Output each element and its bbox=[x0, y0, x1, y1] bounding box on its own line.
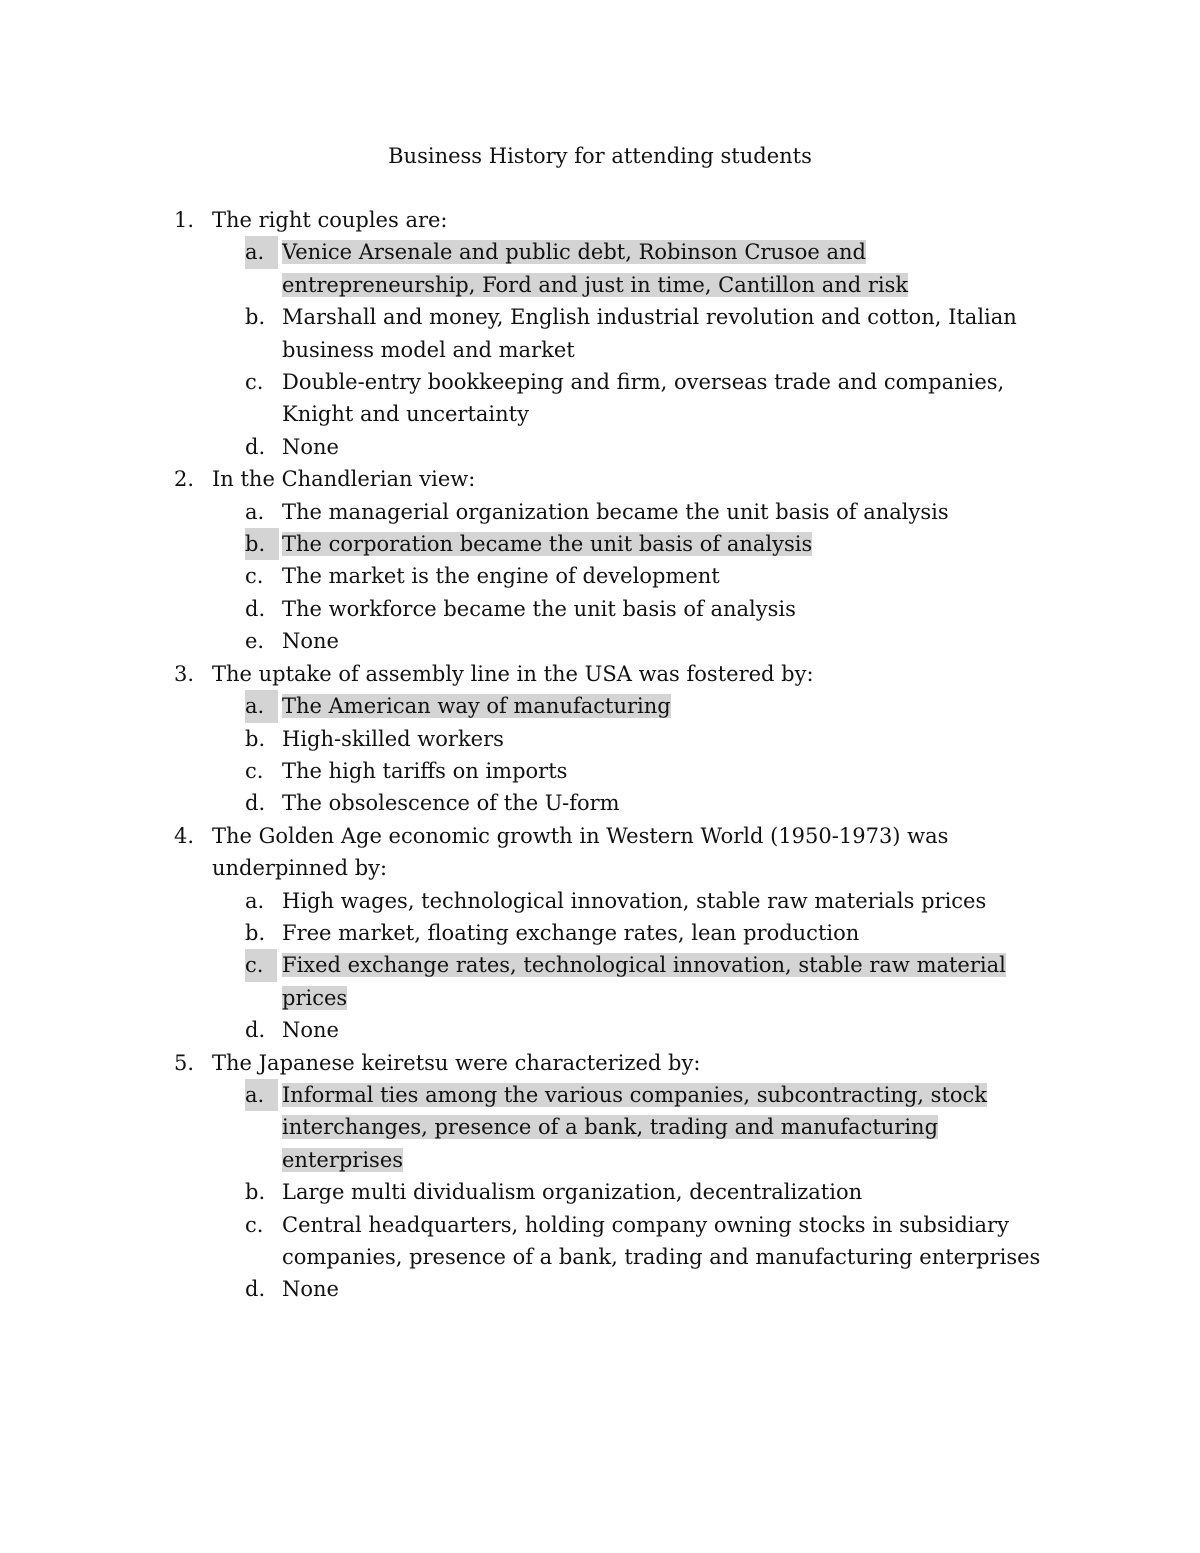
option-3a bbox=[0, 690, 1200, 722]
option-text: Venice Arsenale and public debt, Robinson Crusoe and entrepreneurship, Ford and just in time, Cantillon and risk bbox=[282, 240, 909, 297]
option-list bbox=[0, 1079, 1200, 1306]
option-text: Free market, floating exchange rates, lean production bbox=[282, 920, 860, 945]
option-text: The obsolescence of the U-form bbox=[282, 791, 620, 816]
option-letter: e. bbox=[245, 629, 265, 654]
question-number: 3. bbox=[174, 661, 195, 686]
option-letter: a. bbox=[245, 690, 278, 722]
option-3d bbox=[0, 787, 1200, 819]
option-letter: b. bbox=[245, 528, 279, 560]
option-letter: d. bbox=[245, 596, 266, 621]
question-prompt: In the Chandlerian view: bbox=[212, 467, 476, 492]
question-4 bbox=[0, 820, 1200, 1047]
question-text bbox=[0, 1047, 972, 1079]
option-text: The managerial organization became the unit basis of analysis bbox=[282, 499, 949, 524]
question-prompt: The uptake of assembly line in the USA was fostered by: bbox=[212, 661, 814, 686]
option-letter: d. bbox=[245, 434, 266, 459]
option-4a bbox=[0, 885, 1200, 917]
page-title: Business History for attending students bbox=[388, 144, 812, 168]
option-1d bbox=[0, 431, 1200, 463]
option-text: High-skilled workers bbox=[282, 726, 504, 751]
question-3 bbox=[0, 658, 1200, 820]
option-text: The workforce became the unit basis of analysis bbox=[282, 596, 796, 621]
question-text bbox=[0, 820, 972, 885]
option-3c bbox=[0, 755, 1200, 787]
option-4b bbox=[0, 917, 1200, 949]
option-text: The corporation became the unit basis of analysis bbox=[282, 532, 813, 557]
option-letter: a. bbox=[245, 499, 265, 524]
option-list bbox=[0, 885, 1200, 1047]
option-letter: c. bbox=[245, 949, 277, 981]
option-5a bbox=[0, 1079, 1200, 1176]
option-letter: b. bbox=[245, 920, 266, 945]
question-prompt: The Golden Age economic growth in Western World (1950-1973) was underpinned by: bbox=[212, 823, 949, 881]
option-letter: a. bbox=[245, 1079, 278, 1111]
option-letter: c. bbox=[245, 370, 264, 395]
option-text: Double-entry bookkeeping and firm, overseas trade and companies, Knight and uncertainty bbox=[282, 370, 1005, 427]
option-text: The high tariffs on imports bbox=[282, 758, 568, 783]
option-text: Fixed exchange rates, technological innovation, stable raw material prices bbox=[282, 953, 1006, 1010]
option-text: Informal ties among the various companies, subcontracting, stock interchanges, presence of a bank, trading and manufacturing enterprises bbox=[282, 1082, 988, 1172]
option-list bbox=[0, 236, 1200, 463]
option-letter: c. bbox=[245, 758, 264, 783]
option-4d bbox=[0, 1014, 1200, 1046]
option-list bbox=[0, 496, 1200, 658]
option-letter: b. bbox=[245, 726, 266, 751]
option-5c bbox=[0, 1209, 1200, 1274]
option-5b bbox=[0, 1176, 1200, 1208]
option-letter: c. bbox=[245, 564, 264, 589]
option-1b bbox=[0, 301, 1200, 366]
option-1a bbox=[0, 236, 1200, 301]
option-3b bbox=[0, 723, 1200, 755]
question-5 bbox=[0, 1047, 1200, 1306]
question-list bbox=[0, 204, 1200, 1306]
option-text: Marshall and money, English industrial revolution and cotton, Italian business model and market bbox=[282, 305, 1017, 362]
option-2c bbox=[0, 560, 1200, 592]
option-letter: c. bbox=[245, 1212, 264, 1237]
option-list bbox=[0, 690, 1200, 820]
option-letter: d. bbox=[245, 1277, 266, 1302]
option-5d bbox=[0, 1273, 1200, 1305]
option-text: None bbox=[282, 1018, 339, 1043]
option-text: None bbox=[282, 434, 339, 459]
question-1 bbox=[0, 204, 1200, 463]
option-letter: d. bbox=[245, 791, 266, 816]
question-text bbox=[0, 658, 972, 690]
option-text: Large multi dividualism organization, decentralization bbox=[282, 1180, 863, 1205]
option-text: The American way of manufacturing bbox=[282, 694, 671, 719]
option-2e bbox=[0, 625, 1200, 657]
question-2 bbox=[0, 463, 1200, 657]
option-letter: d. bbox=[245, 1018, 266, 1043]
option-text: High wages, technological innovation, stable raw materials prices bbox=[282, 888, 987, 913]
option-letter: a. bbox=[245, 236, 278, 268]
option-text: The market is the engine of development bbox=[282, 564, 720, 589]
option-2d bbox=[0, 593, 1200, 625]
question-prompt: The Japanese keiretsu were characterized by: bbox=[212, 1050, 701, 1075]
option-2b bbox=[0, 528, 1200, 560]
question-number: 1. bbox=[174, 208, 195, 232]
question-number: 5. bbox=[174, 1050, 195, 1075]
option-letter: b. bbox=[245, 1180, 266, 1205]
option-text: Central headquarters, holding company owning stocks in subsidiary companies, presence of a bank, trading and manufacturing enterprises bbox=[282, 1212, 1041, 1269]
option-text: None bbox=[282, 629, 339, 654]
option-4c bbox=[0, 949, 1200, 1014]
option-2a bbox=[0, 496, 1200, 528]
option-1c bbox=[0, 366, 1200, 431]
option-letter: a. bbox=[245, 888, 265, 913]
question-number: 4. bbox=[174, 823, 195, 848]
option-letter: b. bbox=[245, 305, 266, 330]
question-text bbox=[0, 463, 972, 495]
option-text: None bbox=[282, 1277, 339, 1302]
question-text bbox=[0, 204, 972, 236]
question-number: 2. bbox=[174, 467, 195, 492]
question-prompt: The right couples are: bbox=[212, 208, 448, 232]
